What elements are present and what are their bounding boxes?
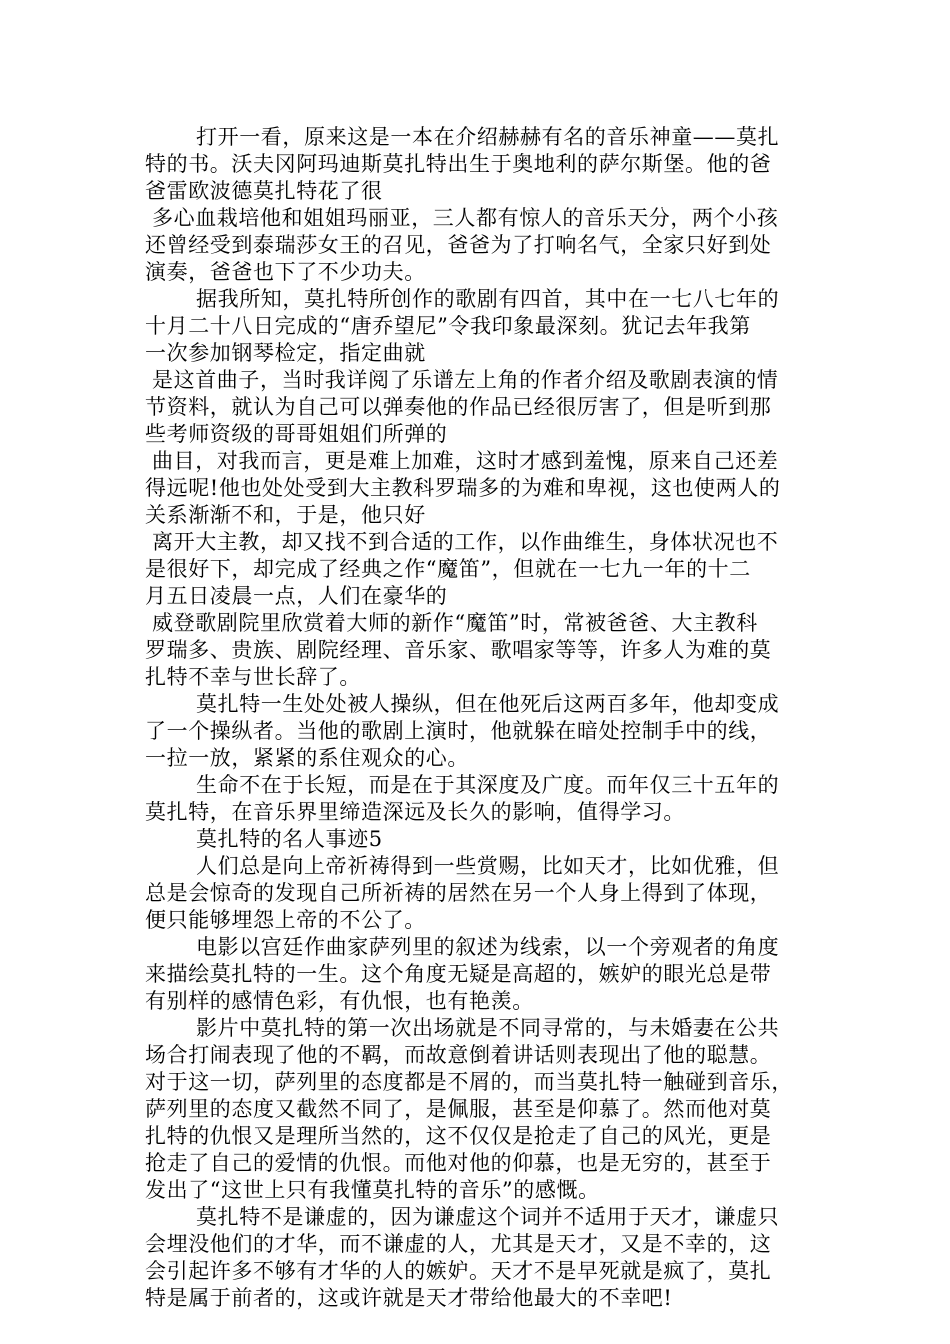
text-line: 总是会惊奇的发现自己所祈祷的居然在另一个人身上得到了体现， [145, 881, 772, 905]
text-line: 生命不在于长短，而是在于其深度及广度。而年仅三十五年的 [196, 773, 780, 797]
section-heading: 莫扎特的名人事迹5 [196, 827, 383, 851]
text-line: 特的书。沃夫冈阿玛迪斯莫扎特出生于奥地利的萨尔斯堡。他的爸 [145, 152, 772, 176]
text-line: 影片中莫扎特的第一次出场就是不同寻常的，与未婚妻在公共 [196, 1016, 780, 1040]
text-line: 发出了“这世上只有我懂莫扎特的音乐”的感慨。 [145, 1178, 600, 1202]
text-line: 多心血栽培他和姐姐玛丽亚，三人都有惊人的音乐天分，两个小孩 [152, 206, 779, 230]
text-line: 扎特的仇恨又是理所当然的，这不仅仅是抢走了自己的风光，更是 [145, 1124, 772, 1148]
text-line: 了一个操纵者。当他的歌剧上演时，他就躲在暗处控制手中的线， [145, 719, 772, 743]
text-line: 还曾经受到泰瑞莎女王的召见，爸爸为了打响名气，全家只好到处 [145, 233, 772, 257]
text-line: 离开大主教，却又找不到合适的工作，以作曲维生，身体状况也不 [152, 530, 779, 554]
text-line: 会引起许多不够有才华的人的嫉妒。天才不是早死就是疯了，莫扎 [145, 1259, 772, 1283]
text-line: 对于这一切，萨列里的态度都是不屑的，而当莫扎特一触碰到音乐， [145, 1070, 793, 1094]
text-line: 演奏，爸爸也下了不少功夫。 [145, 260, 426, 284]
text-line: 莫扎特一生处处被人操纵，但在他死后这两百多年，他却变成 [196, 692, 780, 716]
text-line: 十月二十八日完成的“唐乔望尼”令我印象最深刻。犹记去年我第 [145, 314, 751, 338]
text-line: 莫扎特不是谦虚的，因为谦虚这个词并不适用于天才，谦虚只 [196, 1205, 780, 1229]
text-line: 爸雷欧波德莫扎特花了很 [145, 179, 383, 203]
text-line: 月五日凌晨一点，人们在豪华的 [145, 584, 448, 608]
text-line: 会埋没他们的才华，而不谦虚的人，尤其是天才，又是不幸的，这 [145, 1232, 772, 1256]
text-line: 一次参加钢琴检定，指定曲就 [145, 341, 426, 365]
text-line: 便只能够埋怨上帝的不公了。 [145, 908, 426, 932]
text-line: 场合打闹表现了他的不羁，而故意倒着讲话则表现出了他的聪慧。 [145, 1043, 772, 1067]
text-line: 罗瑞多、贵族、剧院经理、音乐家、歌唱家等等，许多人为难的莫 [145, 638, 772, 662]
text-line: 特是属于前者的，这或许就是天才带给他最大的不幸吧! [145, 1286, 673, 1310]
text-line: 来描绘莫扎特的一生。这个角度无疑是高超的，嫉妒的眼光总是带 [145, 962, 772, 986]
text-line: 萨列里的态度又截然不同了，是佩服，甚至是仰慕了。然而他对莫 [145, 1097, 772, 1121]
text-line: 据我所知，莫扎特所创作的歌剧有四首，其中在一七八七年的 [196, 287, 780, 311]
text-line: 人们总是向上帝祈祷得到一些赏赐，比如天才，比如优雅，但 [196, 854, 780, 878]
text-line: 莫扎特，在音乐界里缔造深远及长久的影响，值得学习。 [145, 800, 685, 824]
text-line: 些考师资级的哥哥姐姐们所弹的 [145, 422, 448, 446]
text-line: 曲目，对我而言，更是难上加难，这时才感到羞愧，原来自己还差 [152, 449, 779, 473]
text-line: 扎特不幸与世长辞了。 [145, 665, 361, 689]
text-line: 打开一看，原来这是一本在介绍赫赫有名的音乐神童——莫扎 [196, 125, 780, 149]
text-line: 一拉一放，紧紧的系住观众的心。 [145, 746, 469, 770]
text-line: 有别样的感情色彩，有仇恨，也有艳羡。 [145, 989, 534, 1013]
text-line: 电影以宫廷作曲家萨列里的叙述为线索，以一个旁观者的角度 [196, 935, 780, 959]
text-line: 是这首曲子，当时我详阅了乐谱左上角的作者介绍及歌剧表演的情 [152, 368, 779, 392]
text-line: 是很好下，却完成了经典之作“魔笛”，但就在一七九一年的十二 [145, 557, 751, 581]
text-line: 关系渐渐不和，于是，他只好 [145, 503, 426, 527]
text-line: 得远呢!他也处处受到大主教科罗瑞多的为难和卑视，这也使两人的 [145, 476, 781, 500]
text-line: 抢走了自己的爱情的仇恨。而他对他的仰慕，也是无穷的，甚至于 [145, 1151, 772, 1175]
text-line: 威登歌剧院里欣赏着大师的新作“魔笛”时，常被爸爸、大主教科 [152, 611, 758, 635]
text-line: 节资料，就认为自己可以弹奏他的作品已经很厉害了，但是听到那 [145, 395, 772, 419]
